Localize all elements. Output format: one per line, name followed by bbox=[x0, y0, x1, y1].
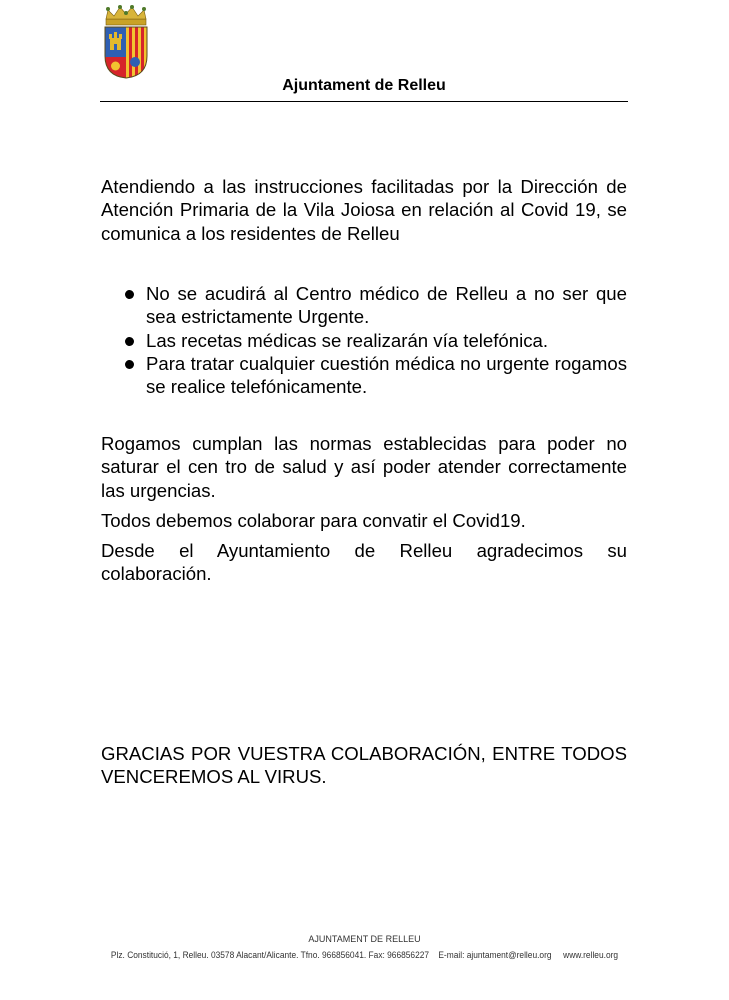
list-item-text: Para tratar cualquier cuestión médica no urgente rogamos se realice telefónicamente. bbox=[146, 352, 627, 398]
collaborate-text: Todos debemos colaborar para convatir el Covid19. bbox=[101, 510, 526, 531]
norms-text: Rogamos cumplan las normas establecidas para poder no saturar el cen tro de salud y así poder atender correctamente las urgencias. bbox=[101, 433, 627, 501]
norms-paragraph bbox=[101, 432, 627, 502]
list-item bbox=[101, 329, 627, 352]
closing-paragraph bbox=[101, 742, 627, 789]
bullet-icon bbox=[125, 337, 134, 346]
footer-title: AJUNTAMENT DE RELLEU bbox=[308, 934, 421, 944]
thanks-paragraph bbox=[101, 539, 627, 586]
header-divider bbox=[100, 101, 628, 102]
bullet-icon bbox=[125, 360, 134, 369]
instructions-list bbox=[101, 282, 627, 398]
thanks-text: Desde el Ayuntamiento de Relleu agradecimos su colaboración. bbox=[101, 540, 627, 585]
closing-text: GRACIAS POR VUESTRA COLABORACIÓN, ENTRE TODOS VENCEREMOS AL VIRUS. bbox=[101, 743, 627, 788]
list-item-text: No se acudirá al Centro médico de Relleu a no ser que sea estrictamente Urgente. bbox=[146, 283, 627, 328]
bullet-icon bbox=[125, 290, 134, 299]
list-item bbox=[101, 282, 627, 329]
list-item bbox=[101, 352, 627, 399]
intro-paragraph bbox=[101, 175, 627, 245]
header-org-name: Ajuntament de Relleu bbox=[282, 77, 446, 94]
coat-of-arms-icon bbox=[102, 4, 150, 80]
footer-address: Plz. Constitució, 1, Relleu. 03578 Alacant/Alicante. Tfno. 966856041. Fax: 966856227 E-mail: ajuntament@relleu.org www.relleu.org bbox=[110, 950, 619, 960]
collaborate-paragraph bbox=[101, 509, 627, 532]
intro-text: Atendiendo a las instrucciones facilitadas por la Dirección de Atención Primaria de la Vila Joiosa en relación al Covid 19, se comunica a los residentes de Relleu bbox=[101, 176, 627, 244]
list-item-text: Las recetas médicas se realizarán vía telefónica. bbox=[146, 329, 549, 351]
